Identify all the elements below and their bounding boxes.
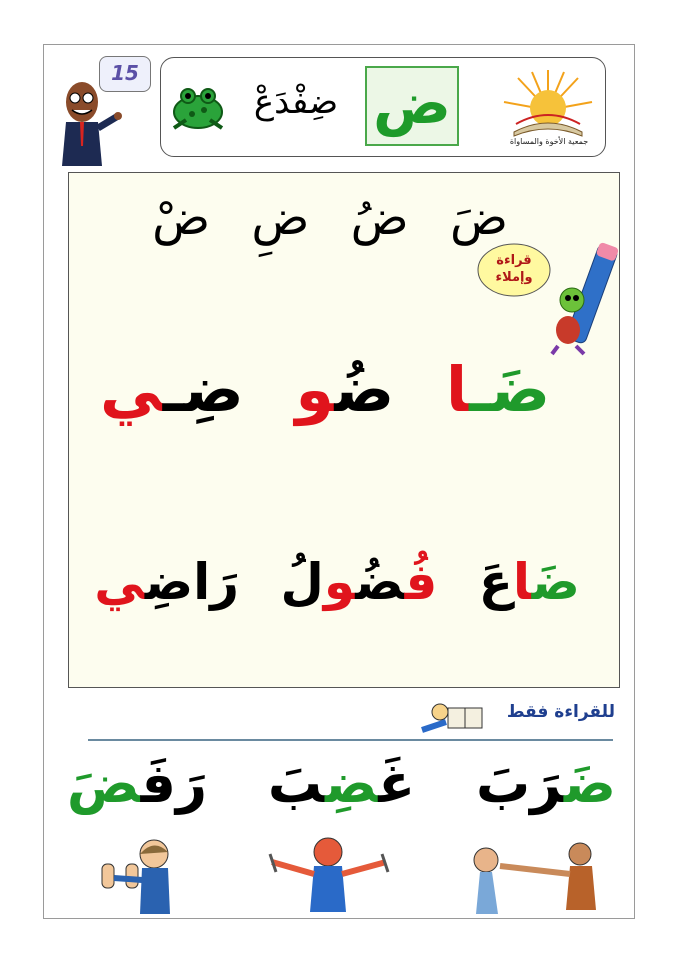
word: رَاضِي <box>94 553 240 611</box>
syllable: ضَـا <box>445 353 551 426</box>
key-word: ضِفْدَعْ <box>253 82 339 122</box>
word: فُضُولُ <box>280 553 438 611</box>
letter-card: ض <box>365 66 459 146</box>
teacher-illustration <box>52 76 124 168</box>
frog-illustration <box>166 78 230 136</box>
svg-text:وإملاء: وإملاء <box>495 270 533 285</box>
hitting-illustration <box>470 840 618 916</box>
word: غَضِبَ <box>267 752 416 815</box>
word: رَفَضَ <box>66 752 208 815</box>
svg-text:قراءة: قراءة <box>496 253 532 268</box>
reading-badge-mascot <box>472 234 632 360</box>
reading-only-words-row <box>66 752 616 815</box>
reading-only-label: للقراءة فقط <box>506 702 615 722</box>
refusing-man-illustration <box>96 834 196 916</box>
word: ضَاعَ <box>478 553 580 611</box>
words-row <box>96 553 580 611</box>
word: ضَرَبَ <box>475 752 616 815</box>
reading-child-icon <box>418 700 490 734</box>
syllable: ضِـي <box>100 353 244 426</box>
logo-caption: جمعية الأخوة والمساواة <box>509 137 589 146</box>
angry-man-illustration <box>262 834 396 916</box>
vowel-marks-row: ضَ ضُ ضِ ضْ <box>152 190 508 246</box>
divider <box>88 739 613 741</box>
syllable: ضُو <box>295 353 395 426</box>
page-number-badge: 15 <box>99 56 151 92</box>
long-vowels-row <box>100 353 568 426</box>
